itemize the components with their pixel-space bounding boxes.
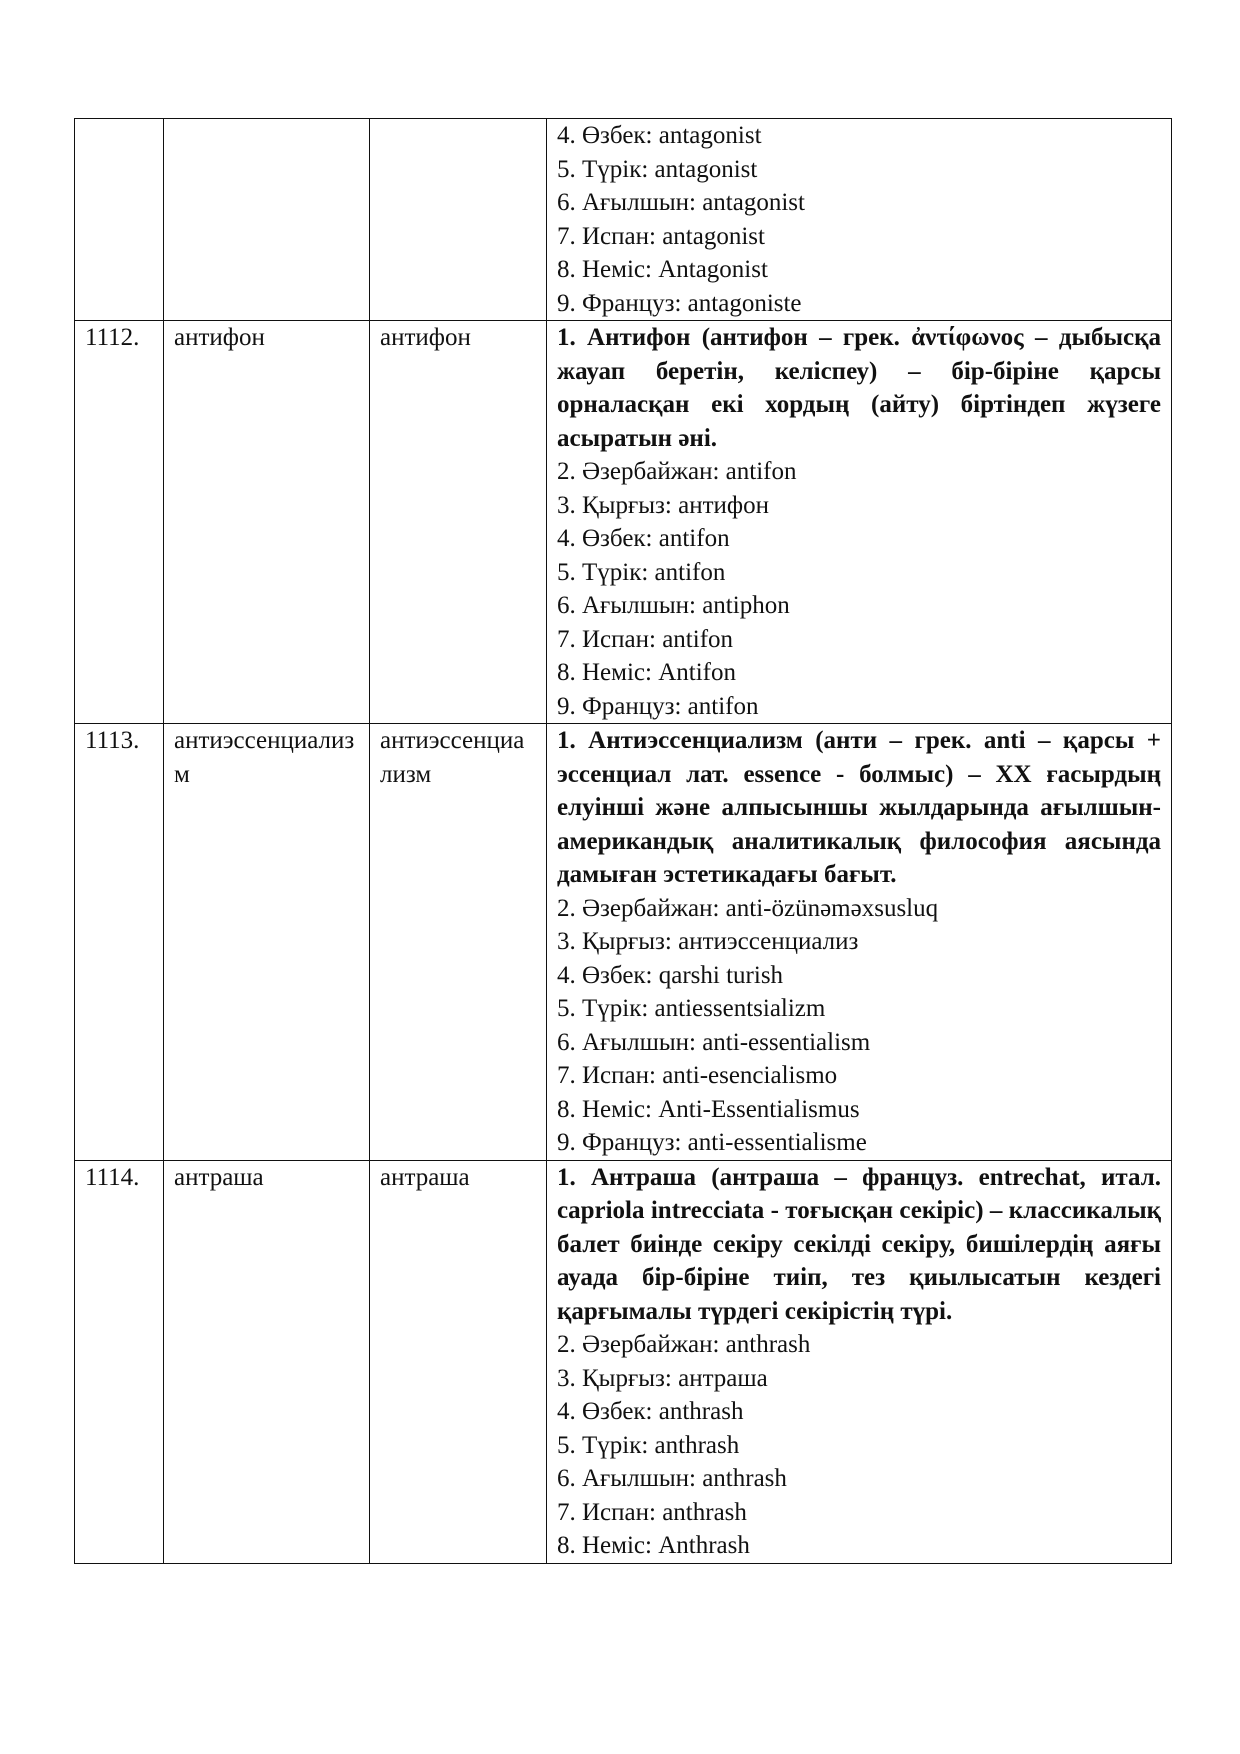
dictionary-table <box>74 118 1172 1564</box>
entry-number: 1114. <box>75 1160 164 1563</box>
translation-line: 6. Ағылшын: anthrash <box>557 1465 787 1492</box>
entry-number <box>75 119 164 321</box>
entry-definition-cell <box>547 724 1172 1161</box>
entry-definition: 1. Антраша (антраша – француз. entrechat, итал. capriola intrecciata - тоғысқан секіріс) – классикалық балет биінде секіру секілді секіру, бишілердің аяғы ауада бір-біріне тиіп, тез қиылысатын кездегі қарғымалы түрдегі секірістің түрі. <box>557 1163 1161 1325</box>
table-row <box>75 724 1172 1161</box>
translation-line: 4. Өзбек: qarshi turish <box>557 961 784 989</box>
translation-line: 9. Француз: anti-essentialisme <box>557 1129 867 1156</box>
translation-line: 2. Әзербайжан: anthrash <box>557 1331 811 1358</box>
entry-definition-cell <box>547 119 1172 321</box>
entry-source-term: антиэссенциализм <box>370 724 547 1161</box>
translation-line: 8. Неміс: Anti-Essentialismus <box>557 1095 860 1123</box>
translation-line: 6. Ағылшын: antagonist <box>557 189 805 216</box>
translation-line: 5. Түрік: antiessentsializm <box>557 995 826 1022</box>
translation-line: 7. Испан: anthrash <box>557 1498 747 1526</box>
translation-line: 9. Француз: antagoniste <box>557 289 802 317</box>
entry-term: антифон <box>164 321 370 724</box>
translation-line: 5. Түрік: antifon <box>557 558 726 586</box>
translation-line: 9. Француз: antifon <box>557 692 759 720</box>
translation-line: 7. Испан: anti-esencialismo <box>557 1062 838 1089</box>
entry-term: антраша <box>164 1160 370 1563</box>
entry-source-term <box>370 119 547 321</box>
translation-line: 3. Қырғыз: антиэссенциализ <box>557 928 859 955</box>
translation-line: 7. Испан: antifon <box>557 625 734 653</box>
entry-source-term: антифон <box>370 321 547 724</box>
translation-line: 8. Неміс: Antagonist <box>557 256 768 283</box>
dictionary-body <box>75 119 1172 1564</box>
entry-definition: 1. Антифон (антифон – грек. ἀντίφωνος – дыбысқа жауап беретін, келіспеу) – бір-біріне қарсы орналасқан екі хордың (айту) біртіндеп жүзеге асыратын әні. <box>557 324 1161 452</box>
entry-term: антиэссенциализм <box>164 724 370 1161</box>
entry-number: 1113. <box>75 724 164 1161</box>
translation-line: 6. Ағылшын: antiphon <box>557 592 790 619</box>
table-row <box>75 321 1172 724</box>
entry-term <box>164 119 370 321</box>
entry-definition: 1. Антиэссенциализм (анти – грек. anti – қарсы + эссенциал лат. essence - болмыс) – ХХ ғасырдың елуінші және алпысыншы жылдарында ағылшын-американдық аналитикалық философия аясында дамыған эстетикадағы бағыт. <box>557 727 1161 888</box>
translation-line: 3. Қырғыз: антифон <box>557 491 769 519</box>
translation-line: 7. Испан: antagonist <box>557 222 765 250</box>
entry-definition-cell <box>547 1160 1172 1563</box>
entry-source-term: антраша <box>370 1160 547 1563</box>
translation-line: 4. Өзбек: anthrash <box>557 1398 744 1425</box>
translation-line: 4. Өзбек: antagonist <box>557 122 762 149</box>
entry-definition-cell <box>547 321 1172 724</box>
translation-line: 2. Әзербайжан: antifon <box>557 458 797 485</box>
translation-line: 5. Түрік: antagonist <box>557 155 758 183</box>
translation-line: 8. Неміс: Anthrash <box>557 1532 750 1559</box>
translation-line: 5. Түрік: anthrash <box>557 1431 740 1459</box>
translation-line: 2. Әзербайжан: anti-özünəməxsusluq <box>557 894 939 922</box>
translation-line: 8. Неміс: Antifon <box>557 659 736 686</box>
translation-line: 6. Ағылшын: anti-essentialism <box>557 1028 871 1056</box>
entry-number: 1112. <box>75 321 164 724</box>
translation-line: 3. Қырғыз: антраша <box>557 1364 768 1392</box>
table-row <box>75 119 1172 321</box>
translation-line: 4. Өзбек: antifon <box>557 525 730 552</box>
table-row <box>75 1160 1172 1563</box>
